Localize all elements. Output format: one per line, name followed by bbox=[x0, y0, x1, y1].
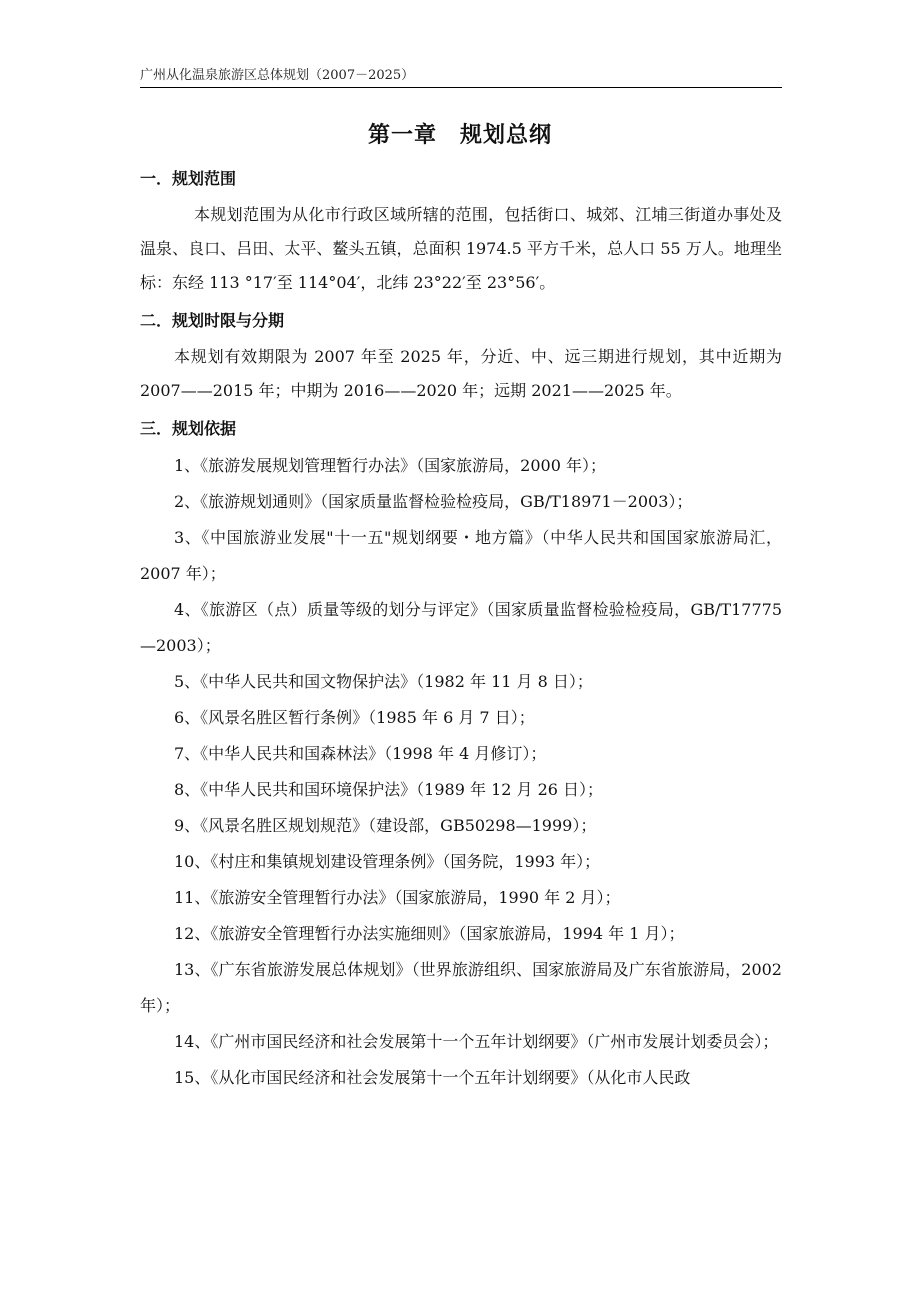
reference-item: 9、《风景名胜区规划规范》（建设部，GB50298—1999）； bbox=[174, 816, 597, 835]
chapter-title: 第一章 规划总纲 bbox=[367, 123, 552, 148]
section-period bbox=[140, 306, 782, 408]
reference-item: 1、《旅游发展规划管理暂行办法》（国家旅游局，2000 年）； bbox=[174, 456, 606, 475]
reference-item: 7、《中华人民共和国森林法》（1998 年 4 月修订）； bbox=[174, 744, 547, 763]
reference-item: 5、《中华人民共和国文物保护法》（1982 年 11 月 8 日）； bbox=[174, 672, 593, 691]
reference-item: 2、《旅游规划通则》（国家质量监督检验检疫局，GB/T18971－2003）； bbox=[174, 492, 693, 511]
reference-item: 14、《广州市国民经济和社会发展第十一个五年计划纲要》（广州市发展计划委员会）； bbox=[174, 1032, 779, 1051]
reference-item: 10、《村庄和集镇规划建设管理条例》（国务院，1993 年）； bbox=[174, 852, 601, 871]
reference-item: 8、《中华人民共和国环境保护法》（1989 年 12 月 26 日）； bbox=[174, 780, 604, 799]
reference-item: 6、《风景名胜区暂行条例》（1985 年 6 月 7 日）； bbox=[174, 708, 535, 727]
section-heading: 三．规划依据 bbox=[140, 419, 237, 438]
reference-item: 13、《广东省旅游发展总体规划》（世界旅游组织、国家旅游局及广东省旅游局，2002 年）； bbox=[140, 960, 782, 1015]
reference-item: 4、《旅游区（点）质量等级的划分与评定》（国家质量监督检验检疫局，GB/T17775—2003）； bbox=[140, 600, 782, 655]
section-heading: 一．规划范围 bbox=[140, 169, 237, 188]
reference-item: 3、《中国旅游业发展"十一五"规划纲要・地方篇》（中华人民共和国国家旅游局汇，2007 年）； bbox=[140, 528, 782, 583]
running-header: 广州从化温泉旅游区总体规划（2007－2025） bbox=[140, 64, 782, 88]
section-scope bbox=[140, 164, 782, 300]
section-heading: 二．规划时限与分期 bbox=[140, 311, 285, 330]
reference-item: 12、《旅游安全管理暂行办法实施细则》（国家旅游局，1994 年 1 月）； bbox=[174, 924, 685, 943]
document-body bbox=[140, 164, 782, 1096]
section-basis bbox=[140, 414, 782, 1096]
reference-item: 15、《从化市国民经济和社会发展第十一个五年计划纲要》（从化市人民政 bbox=[174, 1068, 691, 1087]
reference-item: 11、《旅游安全管理暂行办法》（国家旅游局，1990 年 2 月）； bbox=[174, 888, 621, 907]
section-paragraph: 本规划范围为从化市行政区域所辖的范围，包括街口、城郊、江埔三街道办事处及温泉、良口、吕田、太平、鳌头五镇，总面积 1974.5 平方千米，总人口 55 万人。地理坐标：东经 113 °17′至 114°04′，北纬 23°22′至 23°56′。 bbox=[140, 205, 782, 292]
section-paragraph: 本规划有效期限为 2007 年至 2025 年，分近、中、远三期进行规划，其中近期为 2007——2015 年；中期为 2016——2020 年；远期 2021——2025 年。 bbox=[140, 347, 782, 400]
